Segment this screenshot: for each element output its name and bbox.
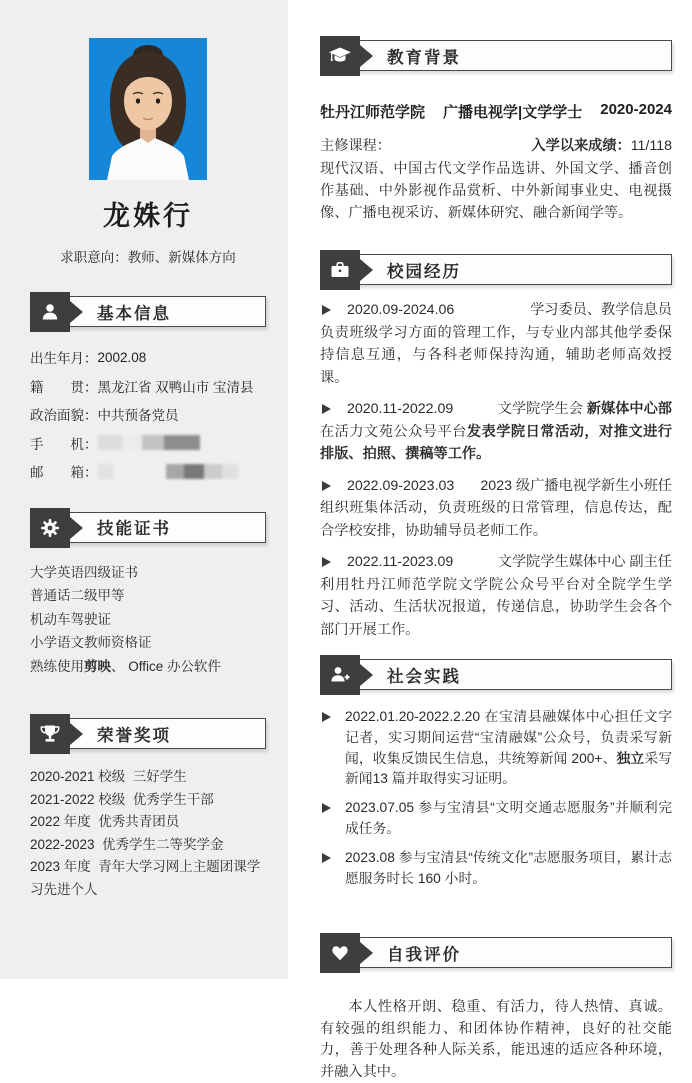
candidate-name: 龙姝行: [103, 201, 193, 231]
score: 入学以来成绩：11/118: [531, 138, 672, 154]
arrow-bullet-icon: [322, 404, 331, 414]
experience-date: 2020.11-2022.09: [347, 401, 454, 417]
info-row-phone: 手 机：: [30, 429, 266, 458]
campus-item: [320, 551, 672, 641]
section-header-self-eval: [320, 933, 672, 973]
campus-item: [320, 475, 672, 543]
honors-list: [30, 766, 266, 901]
graduation-cap-icon: [320, 36, 360, 76]
section-header-campus: [320, 250, 672, 290]
arrow-bullet-icon: [322, 803, 331, 813]
social-item: [320, 848, 672, 890]
header-arrow: [70, 517, 83, 539]
honor-item: 2021-2022 校级 优秀学生干部: [30, 791, 214, 807]
section-header-social: [320, 655, 672, 695]
person-icon: [30, 292, 70, 332]
section-title: 基本信息: [30, 296, 266, 327]
arrow-bullet-icon: [322, 557, 331, 567]
section-header-education: [320, 36, 672, 76]
courses-text: 现代汉语、中国古代文学作品选讲、外国文学、播音创作基础、中外影视作品赏析、中外新闻事业史、电视摄像、广播电视采访、新媒体研究、融合新闻学等。: [320, 161, 672, 221]
honor-item: 2022-2023 优秀学生二等奖学金: [30, 836, 224, 852]
section-title: 校园经历: [320, 254, 672, 285]
redacted-phone: [98, 435, 200, 450]
info-row-political: 政治面貌： 中共预备党员: [30, 408, 179, 424]
education-degree-line: [320, 101, 672, 122]
experience-date: 2022.09-2023.03: [347, 477, 455, 494]
header-arrow: [70, 301, 83, 323]
social-item: [320, 707, 672, 790]
education-period: 2020-2024: [600, 101, 672, 118]
skills-list: [30, 561, 266, 679]
profile-photo: [89, 38, 207, 180]
header-arrow: [70, 723, 83, 745]
info-row-email: 邮 箱：: [30, 457, 266, 486]
social-desc: 2023.07.05 参与宝清县“文明交通志愿服务”并顺利完成任务。: [345, 800, 672, 836]
section-header-honors: [30, 714, 266, 754]
campus-item: [320, 398, 672, 466]
header-arrow: [360, 45, 373, 67]
section-header-skills: [30, 508, 266, 548]
experience-date: 2020.09-2024.06: [347, 302, 455, 318]
main-column: [288, 0, 692, 1080]
experience-desc: 组织班集体活动，负责班级的日常管理，信息传达，配合学校安排，协助辅导员老师工作。: [320, 500, 672, 539]
job-objective: 求职意向：教师、新媒体方向: [60, 250, 236, 265]
arrow-bullet-icon: [322, 853, 331, 863]
school-name: 牡丹江师范学院: [320, 104, 426, 121]
social-desc: 2023.08 参与宝清县“传统文化”志愿服务项目，累计志愿服务时长 160 小时。: [345, 849, 672, 886]
campus-item: [320, 299, 672, 389]
social-item: [320, 798, 672, 840]
skill-item: 小学语文教师资格证: [30, 635, 152, 650]
header-arrow: [360, 664, 373, 686]
redacted-email: [98, 464, 238, 479]
experience-role: 学习委员、教学信息员: [530, 302, 672, 318]
basic-info-list: [30, 343, 266, 486]
section-title: 自我评价: [320, 937, 672, 968]
section-header-basic-info: [30, 292, 266, 332]
experience-desc: 负责班级学习方面的管理工作，与专业内部其他学委保持信息互通，与各科老师保持沟通，辅助老师高效授课。: [320, 324, 672, 386]
info-row-hometown: 籍 贯： 黑龙江省 双鸭山市 宝清县: [30, 379, 254, 395]
info-row-birth: 出生年月： 2002.08: [30, 349, 147, 367]
major-degree: 广播电视学|文学学士: [443, 104, 583, 121]
honor-item: 2022 年度 优秀共青团员: [30, 814, 180, 829]
arrow-bullet-icon: [322, 481, 331, 491]
arrow-bullet-icon: [322, 305, 331, 315]
heart-icon: [320, 933, 360, 973]
gear-icon: [30, 508, 70, 548]
section-title: 教育背景: [320, 40, 672, 71]
skill-item: 普通话二级甲等: [30, 588, 125, 603]
experience-role: 文学院学生媒体中心 副主任: [497, 554, 672, 570]
honor-item: 2023 年度 青年大学习网上主题团课学习先进个人: [30, 859, 261, 897]
education-meta-line: [320, 135, 672, 155]
experience-date: 2022.11-2023.09: [347, 554, 454, 570]
section-title: 技能证书: [30, 512, 266, 543]
experience-desc: 在活力文苑公众号平台发表学院日常活动，对推文进行排版、拍照、撰稿等工作。: [320, 423, 672, 462]
experience-role: 文学院学生会 新媒体中心部: [497, 401, 672, 417]
experience-desc: 利用牡丹江师范学院文学院公众号平台对全院学生学习、活动、生活状况报道，传递信息，协助学生会各个部门开展工作。: [320, 576, 672, 638]
trophy-icon: [30, 714, 70, 754]
section-title: 社会实践: [320, 659, 672, 690]
header-arrow: [360, 942, 373, 964]
arrow-bullet-icon: [322, 712, 331, 722]
person-plus-icon: [320, 655, 360, 695]
skill-item: 大学英语四级证书: [30, 564, 138, 580]
honor-item: 2020-2021 校级 三好学生: [30, 769, 187, 784]
experience-role: 2023 级广播电视学新生小班任: [480, 477, 672, 494]
sidebar: [0, 0, 288, 979]
skill-item: 机动车驾驶证: [30, 611, 111, 627]
social-desc: 2022.01.20-2022.2.20 在宝清县融媒体中心担任文字记者，实习期间运营“宝清融媒”公众号，负责采写新闻，收集反馈民生信息，共统筹新闻 200+、独立采写新闻13 篇并取得实习证明。: [345, 709, 672, 787]
self-evaluation-text: 本人性格开朗、稳重、有活力，待人热情、真诚。有较强的组织能力、和团体协作精神，良好的社交能力，善于处理各种人际关系，能迅速的适应各种环境，并融入其中。: [320, 999, 672, 1080]
courses-label: 主修课程：: [320, 138, 391, 154]
briefcase-icon: [320, 250, 360, 290]
header-arrow: [360, 259, 373, 281]
skill-item: 熟练使用剪映、 Office 办公软件: [30, 658, 222, 674]
section-title: 荣誉奖项: [30, 718, 266, 749]
